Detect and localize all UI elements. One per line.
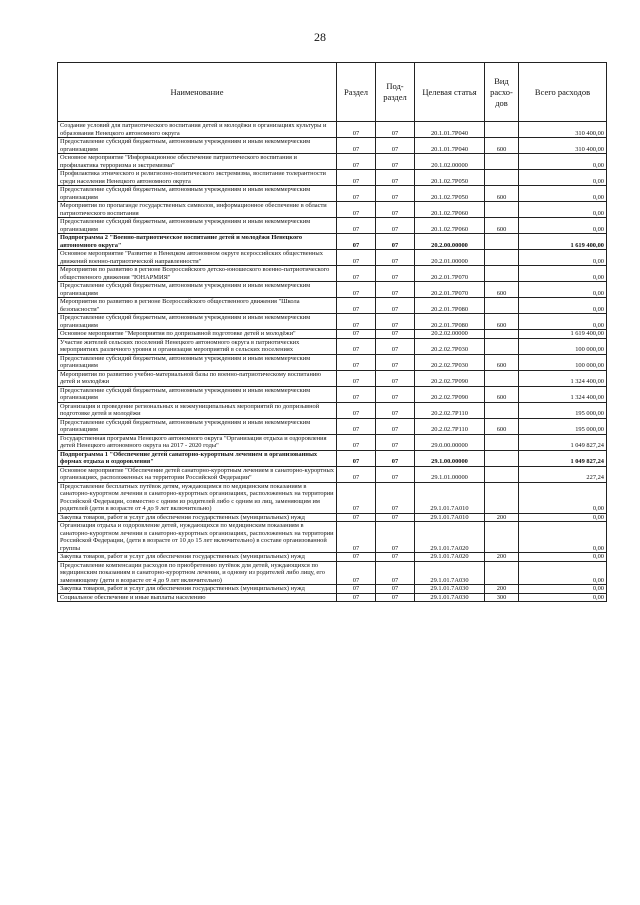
row-name: Предоставление бесплатных путёвок детям, нуждающимся по медицинским показаниям в санаторно-курортном лечении в санаторно-курортных организациях, расположенных на территории Российской Федерации, совместно с одним из родителей либо с одним из лиц, заменяющим им родителей (дети в возрасте от 4 до 9 лет включительно) — [58, 482, 337, 513]
table-row — [58, 593, 607, 602]
table-row — [58, 434, 607, 450]
row-subsection: 07 — [376, 482, 415, 513]
row-subsection: 07 — [376, 553, 415, 562]
row-target: 20.1.01.7Р040 — [415, 122, 485, 138]
row-type — [485, 561, 519, 585]
row-total: 1 049 827,24 — [519, 450, 607, 466]
row-type: 300 — [485, 593, 519, 602]
row-name: Социальное обеспечение и иные выплаты населению — [58, 593, 337, 602]
row-subsection: 07 — [376, 561, 415, 585]
row-subsection: 07 — [376, 138, 415, 154]
row-total: 0,00 — [519, 154, 607, 170]
table-row — [58, 402, 607, 418]
table-row — [58, 522, 607, 553]
table-row — [58, 282, 607, 298]
table-row — [58, 234, 607, 250]
row-target: 29.1.01.7А020 — [415, 553, 485, 562]
row-target: 29.1.01.7А030 — [415, 585, 485, 594]
row-type: 600 — [485, 218, 519, 234]
row-subsection: 07 — [376, 170, 415, 186]
row-target: 20.2.01.7Р070 — [415, 282, 485, 298]
row-type — [485, 154, 519, 170]
row-subsection: 07 — [376, 434, 415, 450]
budget-table — [57, 62, 607, 602]
row-name: Участие жителей сельских поселений Ненецкого автономного округа в патриотических мероприятиях различного уровня и организация мероприятий в сельских поселениях — [58, 338, 337, 354]
row-total: 0,00 — [519, 314, 607, 330]
row-type: 600 — [485, 418, 519, 434]
row-section: 07 — [337, 154, 376, 170]
row-target: 20.2.02.7Р030 — [415, 354, 485, 370]
row-section: 07 — [337, 482, 376, 513]
table-row — [58, 298, 607, 314]
row-section: 07 — [337, 298, 376, 314]
row-section: 07 — [337, 354, 376, 370]
row-total: 0,00 — [519, 266, 607, 282]
row-target: 20.1.02.7Р060 — [415, 202, 485, 218]
row-target: 20.1.02.7Р050 — [415, 186, 485, 202]
row-section: 07 — [337, 386, 376, 402]
col-header-target: Целевая статья — [415, 63, 485, 122]
row-type — [485, 522, 519, 553]
row-target: 20.2.02.7Р110 — [415, 402, 485, 418]
row-subsection: 07 — [376, 186, 415, 202]
row-section: 07 — [337, 250, 376, 266]
row-subsection: 07 — [376, 314, 415, 330]
row-type: 600 — [485, 186, 519, 202]
row-total: 0,00 — [519, 522, 607, 553]
row-total: 1 619 400,00 — [519, 234, 607, 250]
row-total: 0,00 — [519, 482, 607, 513]
table-row — [58, 202, 607, 218]
row-subsection: 07 — [376, 402, 415, 418]
row-name: Предоставление субсидий бюджетным, автономным учреждениям и иным некоммерческим организациям — [58, 418, 337, 434]
row-section: 07 — [337, 561, 376, 585]
table-row — [58, 561, 607, 585]
row-name: Основное мероприятие "Развитие в Ненецком автономном округе всероссийских общественных движений военно-патриотической направленности" — [58, 250, 337, 266]
row-section: 07 — [337, 593, 376, 602]
row-type: 200 — [485, 585, 519, 594]
row-subsection: 07 — [376, 585, 415, 594]
row-target: 20.2.02.00000 — [415, 330, 485, 339]
row-target: 20.2.00.00000 — [415, 234, 485, 250]
row-total: 0,00 — [519, 218, 607, 234]
row-subsection: 07 — [376, 513, 415, 522]
row-type — [485, 330, 519, 339]
row-name: Основное мероприятие "Мероприятия по допризывной подготовке детей и молодёжи" — [58, 330, 337, 339]
row-target: 20.2.01.7Р080 — [415, 314, 485, 330]
table-row — [58, 170, 607, 186]
row-type: 600 — [485, 138, 519, 154]
row-section: 07 — [337, 585, 376, 594]
row-subsection: 07 — [376, 250, 415, 266]
row-section: 07 — [337, 314, 376, 330]
table-header-row — [58, 63, 607, 122]
row-subsection: 07 — [376, 450, 415, 466]
row-target: 20.2.02.7Р110 — [415, 418, 485, 434]
row-subsection: 07 — [376, 202, 415, 218]
row-total: 0,00 — [519, 202, 607, 218]
row-target: 29.0.00.00000 — [415, 434, 485, 450]
row-total: 1 619 400,00 — [519, 330, 607, 339]
row-type — [485, 402, 519, 418]
row-section: 07 — [337, 338, 376, 354]
row-name: Мероприятия по развитию учебно-материальной базы по военно-патриотическому воспитанию детей и молодёжи — [58, 370, 337, 386]
row-name: Подпрограмма 1 "Обеспечение детей санаторно-курортным лечением в организованных формах отдыха и оздоровления" — [58, 450, 337, 466]
col-header-section: Раздел — [337, 63, 376, 122]
row-section: 07 — [337, 370, 376, 386]
row-section: 07 — [337, 553, 376, 562]
table-row — [58, 418, 607, 434]
table-row — [58, 450, 607, 466]
row-name: Мероприятия по развитию в регионе Всероссийского детско-юношеского военно-патриотического общественного движения "ЮНАРМИЯ" — [58, 266, 337, 282]
row-type — [485, 370, 519, 386]
row-total: 195 000,00 — [519, 418, 607, 434]
row-total: 100 000,00 — [519, 354, 607, 370]
row-section: 07 — [337, 402, 376, 418]
row-type: 200 — [485, 513, 519, 522]
row-total: 0,00 — [519, 513, 607, 522]
table-row — [58, 354, 607, 370]
row-total: 0,00 — [519, 170, 607, 186]
row-name: Организация и проведение региональных и межмуниципальных мероприятий по допризывной подготовке детей и молодёжи — [58, 402, 337, 418]
table-row — [58, 585, 607, 594]
row-type — [485, 234, 519, 250]
row-total: 1 324 400,00 — [519, 386, 607, 402]
row-section: 07 — [337, 218, 376, 234]
row-subsection: 07 — [376, 354, 415, 370]
row-section: 07 — [337, 234, 376, 250]
row-target: 20.2.01.00000 — [415, 250, 485, 266]
table-row — [58, 122, 607, 138]
table-row — [58, 330, 607, 339]
row-total: 0,00 — [519, 250, 607, 266]
row-type — [485, 266, 519, 282]
row-target: 29.1.01.7А020 — [415, 522, 485, 553]
row-name: Предоставление субсидий бюджетным, автономным учреждениям и иным некоммерческим организациям — [58, 218, 337, 234]
table-row — [58, 482, 607, 513]
row-total: 0,00 — [519, 553, 607, 562]
row-total: 0,00 — [519, 593, 607, 602]
row-name: Закупка товаров, работ и услуг для обеспечения государственных (муниципальных) нужд — [58, 553, 337, 562]
table-row — [58, 553, 607, 562]
row-total: 0,00 — [519, 282, 607, 298]
row-section: 07 — [337, 522, 376, 553]
row-name: Закупка товаров, работ и услуг для обеспечения государственных (муниципальных) нужд — [58, 585, 337, 594]
row-target: 20.1.02.00000 — [415, 154, 485, 170]
row-name: Основное мероприятие "Обеспечение детей санаторно-курортным лечением в санаторно-курортных организациях, расположенных на территории Российской Федерации" — [58, 466, 337, 482]
row-total: 310 400,00 — [519, 138, 607, 154]
row-type — [485, 202, 519, 218]
row-name: Мероприятия по развитию в регионе Всероссийского общественного движения "Школа безопасности" — [58, 298, 337, 314]
table-row — [58, 154, 607, 170]
row-target: 20.1.01.7Р040 — [415, 138, 485, 154]
table-row — [58, 186, 607, 202]
table-row — [58, 218, 607, 234]
row-total: 0,00 — [519, 186, 607, 202]
row-name: Основное мероприятие "Информационное обеспечение патриотического воспитания и профилактика терроризма и экстремизма" — [58, 154, 337, 170]
row-name: Профилактика этнического и религиозно-политического экстремизма, воспитание толерантности среди населения Ненецкого автономного округа — [58, 170, 337, 186]
row-total: 0,00 — [519, 561, 607, 585]
row-name: Предоставление субсидий бюджетным, автономным учреждениям и иным некоммерческим организациям — [58, 386, 337, 402]
row-section: 07 — [337, 170, 376, 186]
row-type: 600 — [485, 386, 519, 402]
table-row — [58, 513, 607, 522]
row-target: 20.2.02.7Р090 — [415, 370, 485, 386]
row-target: 20.2.01.7Р080 — [415, 298, 485, 314]
row-name: Организация отдыха и оздоровление детей, нуждающихся по медицинским показаниям в санаторно-курортном лечении в санаторно-курортных организациях, расположенных на территории Российской Федерации, (дети в возрасте от 10 до 15 лет включительно) в составе организованной группы — [58, 522, 337, 553]
table-row — [58, 466, 607, 482]
table-row — [58, 250, 607, 266]
col-header-total: Всего расходов — [519, 63, 607, 122]
row-subsection: 07 — [376, 418, 415, 434]
row-target: 29.1.01.00000 — [415, 466, 485, 482]
row-name: Мероприятия по пропаганде государственных символов, информационное обеспечение в области патриотического воспитания — [58, 202, 337, 218]
row-type — [485, 298, 519, 314]
row-type — [485, 482, 519, 513]
row-name: Предоставление субсидий бюджетным, автономным учреждениям и иным некоммерческим организациям — [58, 282, 337, 298]
row-type — [485, 466, 519, 482]
row-section: 07 — [337, 122, 376, 138]
table-row — [58, 386, 607, 402]
table-row — [58, 266, 607, 282]
row-target: 29.1.01.7А010 — [415, 482, 485, 513]
row-target: 20.2.02.7Р090 — [415, 386, 485, 402]
row-type: 200 — [485, 553, 519, 562]
row-name: Государственная программа Ненецкого автономного округа "Организация отдыха и оздоровления детей Ненецкого автономного округа на 2017 - 2020 годы" — [58, 434, 337, 450]
row-section: 07 — [337, 138, 376, 154]
page-number: 28 — [314, 30, 326, 44]
row-name: Подпрограмма 2 "Военно-патриотическое воспитание детей и молодёжи Ненецкого автономного округа" — [58, 234, 337, 250]
row-target: 29.1.01.7А010 — [415, 513, 485, 522]
row-type — [485, 450, 519, 466]
row-total: 310 400,00 — [519, 122, 607, 138]
row-type: 600 — [485, 354, 519, 370]
row-section: 07 — [337, 330, 376, 339]
row-subsection: 07 — [376, 298, 415, 314]
row-subsection: 07 — [376, 330, 415, 339]
table-row — [58, 338, 607, 354]
row-section: 07 — [337, 202, 376, 218]
row-type: 600 — [485, 314, 519, 330]
row-type — [485, 250, 519, 266]
row-total: 0,00 — [519, 585, 607, 594]
row-section: 07 — [337, 282, 376, 298]
col-header-type: Вид расхо-дов — [485, 63, 519, 122]
row-type — [485, 170, 519, 186]
row-total: 1 049 827,24 — [519, 434, 607, 450]
row-subsection: 07 — [376, 234, 415, 250]
row-section: 07 — [337, 434, 376, 450]
row-subsection: 07 — [376, 122, 415, 138]
row-name: Предоставление субсидий бюджетным, автономным учреждениям и иным некоммерческим организациям — [58, 138, 337, 154]
row-target: 29.1.01.7А030 — [415, 593, 485, 602]
row-target: 20.1.02.7Р060 — [415, 218, 485, 234]
row-name: Предоставление субсидий бюджетным, автономным учреждениям и иным некоммерческим организациям — [58, 186, 337, 202]
row-total: 1 324 400,00 — [519, 370, 607, 386]
col-header-subsection: Под-раздел — [376, 63, 415, 122]
table-row — [58, 314, 607, 330]
row-name: Предоставление субсидий бюджетным, автономным учреждениям и иным некоммерческим организациям — [58, 314, 337, 330]
row-subsection: 07 — [376, 282, 415, 298]
row-section: 07 — [337, 418, 376, 434]
row-subsection: 07 — [376, 218, 415, 234]
row-subsection: 07 — [376, 593, 415, 602]
row-subsection: 07 — [376, 338, 415, 354]
row-type — [485, 434, 519, 450]
row-name: Закупка товаров, работ и услуг для обеспечения государственных (муниципальных) нужд — [58, 513, 337, 522]
row-total: 0,00 — [519, 298, 607, 314]
row-section: 07 — [337, 450, 376, 466]
row-subsection: 07 — [376, 266, 415, 282]
row-name: Предоставление компенсации расходов по приобретению путёвок для детей, нуждающихся по медицинским показаниям в санаторно-курортном лечении, и одному из родителей либо лицу, его заменяющему (дети в возрасте от 4 до 9 лет включительно) — [58, 561, 337, 585]
row-name: Предоставление субсидий бюджетным, автономным учреждениям и иным некоммерческим организациям — [58, 354, 337, 370]
row-section: 07 — [337, 266, 376, 282]
row-type: 600 — [485, 282, 519, 298]
row-subsection: 07 — [376, 154, 415, 170]
row-section: 07 — [337, 186, 376, 202]
row-target: 20.2.01.7Р070 — [415, 266, 485, 282]
col-header-name: Наименование — [58, 63, 337, 122]
row-total: 195 000,00 — [519, 402, 607, 418]
row-section: 07 — [337, 466, 376, 482]
row-subsection: 07 — [376, 466, 415, 482]
table-row — [58, 138, 607, 154]
row-type — [485, 338, 519, 354]
row-type — [485, 122, 519, 138]
row-subsection: 07 — [376, 522, 415, 553]
row-target: 29.1.00.00000 — [415, 450, 485, 466]
row-target: 20.2.02.7Р030 — [415, 338, 485, 354]
row-subsection: 07 — [376, 386, 415, 402]
row-target: 29.1.01.7А030 — [415, 561, 485, 585]
table-row — [58, 370, 607, 386]
row-total: 100 000,00 — [519, 338, 607, 354]
row-section: 07 — [337, 513, 376, 522]
row-total: 227,24 — [519, 466, 607, 482]
row-subsection: 07 — [376, 370, 415, 386]
row-name: Создание условий для патриотического воспитания детей и молодёжи в организациях культуры и образования Ненецкого автономного округа — [58, 122, 337, 138]
row-target: 20.1.02.7Р050 — [415, 170, 485, 186]
